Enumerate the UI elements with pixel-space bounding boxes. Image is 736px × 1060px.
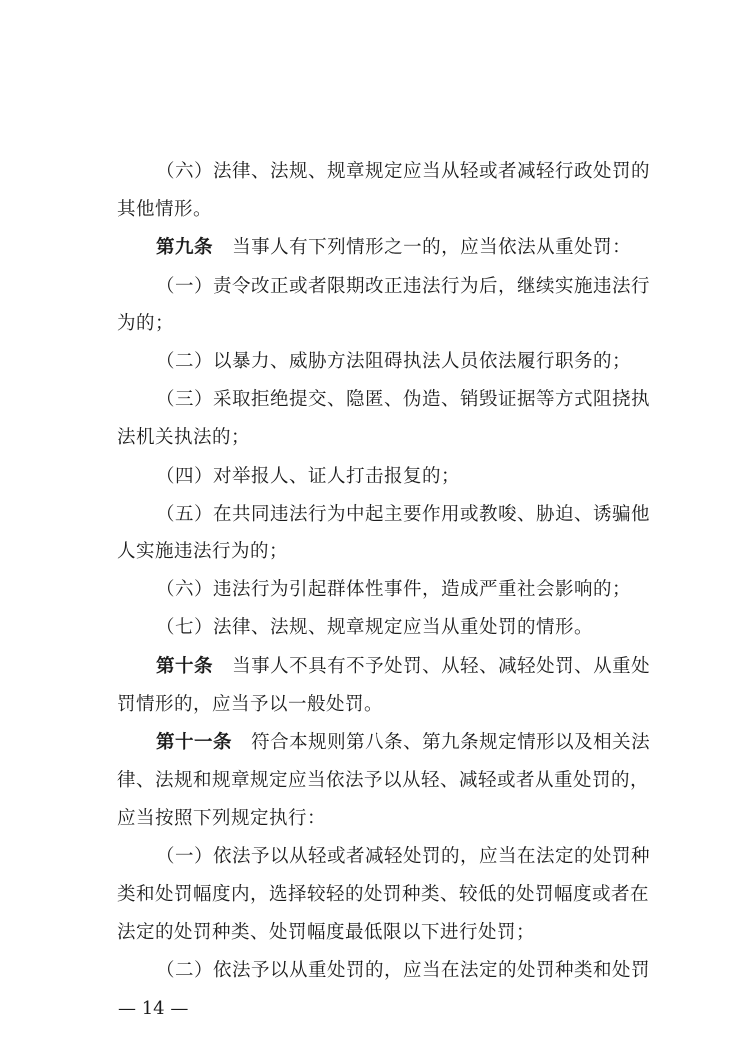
- paragraph-line: 其他情形。: [117, 199, 213, 220]
- article-heading: 第十一条: [156, 732, 233, 753]
- paragraph-line: （一）责令改正或者限期改正违法行为后，继续实施违法行: [156, 276, 651, 297]
- paragraph-line: （二）以暴力、威胁方法阻碍执法人员依法履行职务的；: [156, 351, 632, 372]
- article-9-line: [156, 235, 632, 261]
- paragraph-line: 法定的处罚种类、处罚幅度最低限以下进行处罚；: [117, 922, 536, 943]
- article-10-line: [156, 654, 651, 680]
- paragraph-line: （一）依法予以从轻或者减轻处罚的，应当在法定的处罚种: [156, 846, 651, 867]
- paragraph-line: 法机关执法的；: [117, 427, 251, 448]
- article-text: 当事人有下列情形之一的，应当依法从重处罚：: [232, 237, 632, 258]
- article-11-line: [156, 730, 651, 756]
- paragraph-line: 为的；: [117, 313, 175, 334]
- paragraph-line: （二）依法予以从重处罚的，应当在法定的处罚种类和处罚: [156, 960, 651, 981]
- paragraph-line: 应当按照下列规定执行：: [117, 808, 327, 829]
- paragraph-line: 人实施违法行为的；: [117, 541, 289, 562]
- article-heading: 第九条: [156, 237, 214, 258]
- paragraph-line: 罚情形的，应当予以一般处罚。: [117, 694, 384, 715]
- paragraph-line: （四）对举报人、证人打击报复的；: [156, 466, 461, 487]
- paragraph-line: （七）法律、法规、规章规定应当从重处罚的情形。: [156, 617, 594, 638]
- paragraph-line: （三）采取拒绝提交、隐匿、伪造、销毁证据等方式阻挠执: [156, 389, 651, 410]
- paragraph-line: 类和处罚幅度内，选择较轻的处罚种类、较低的处罚幅度或者在: [117, 884, 650, 905]
- paragraph-line: （五）在共同违法行为中起主要作用或教唆、胁迫、诱骗他: [156, 504, 651, 525]
- paragraph-line: 律、法规和规章规定应当依法予以从轻、减轻或者从重处罚的，: [117, 770, 650, 791]
- article-text: 当事人不具有不予处罚、从轻、减轻处罚、从重处: [232, 656, 651, 677]
- page-number: — 14 —: [118, 998, 189, 1019]
- article-text: 符合本规则第八条、第九条规定情形以及相关法: [251, 732, 651, 753]
- paragraph-line: （六）违法行为引起群体性事件，造成严重社会影响的；: [156, 579, 632, 600]
- paragraph-line: （六）法律、法规、规章规定应当从轻或者减轻行政处罚的: [156, 161, 651, 182]
- article-heading: 第十条: [156, 656, 214, 677]
